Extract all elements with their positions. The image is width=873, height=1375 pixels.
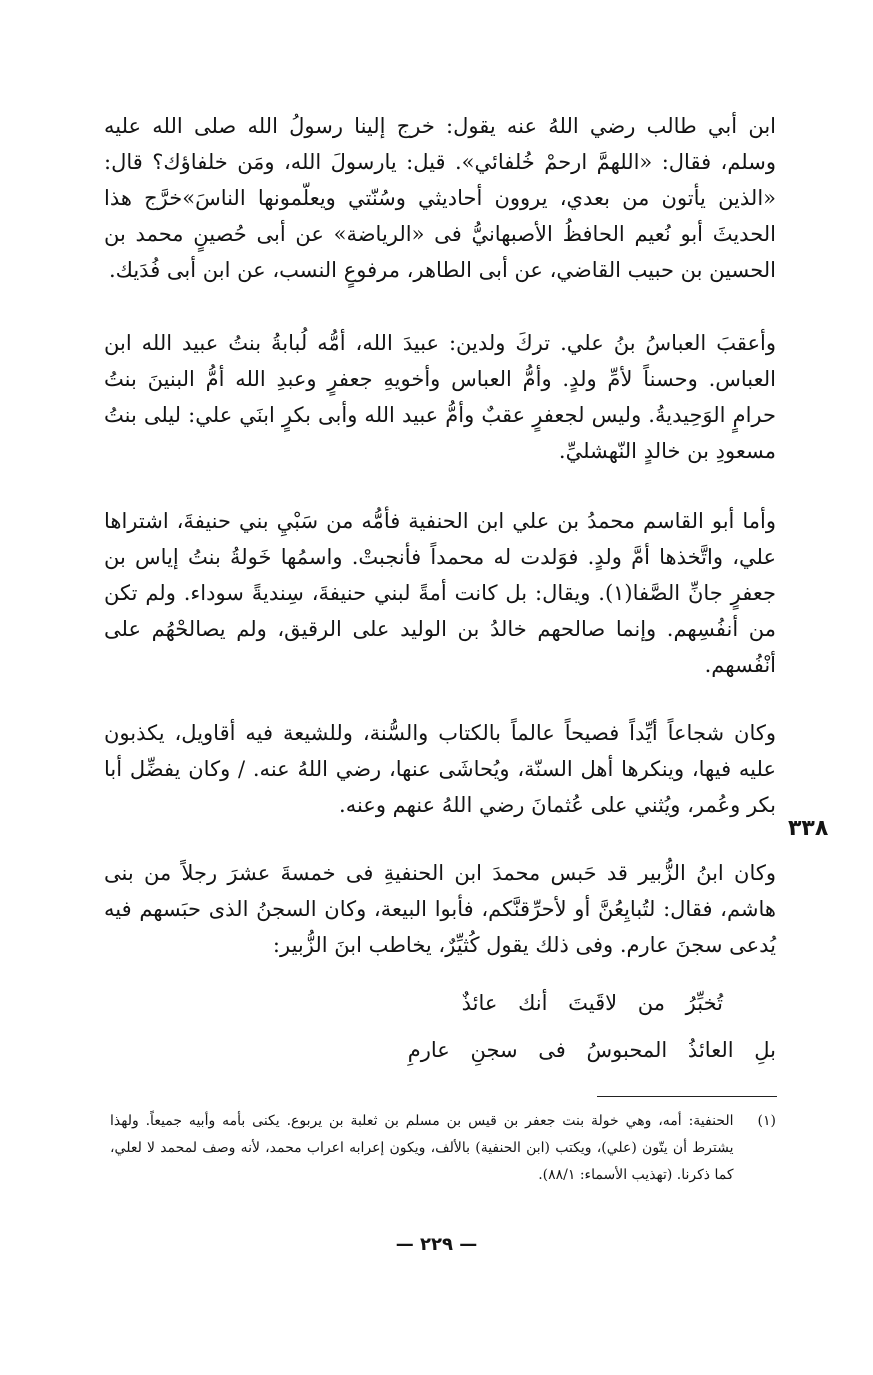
footnote-number: (١)	[757, 1113, 776, 1129]
page-number: — ٢٢٩ —	[395, 1234, 478, 1255]
paragraph-ibn-al-zubayr: وكان ابنُ الزُّبير قد حَبس محمدَ ابن الحنفيةِ فى خمسةَ عشرَ رجلاً من بنى هاشم، فقال: لتُبايِعُنَّ أو لأحرِّقنَّكم، فأبوا البيعة، وكان السجنُ الذى حبَسهم فيه يُدعى سجنَ عارم. وفى ذلك يقول كُثيِّرٌ، يخاطب ابنَ الزُّبير:	[104, 861, 776, 957]
paragraph-abbas-ibn-ali: وأعقبَ العباسُ بنُ علي. تركَ ولدين: عبيدَ الله، أمُّه لُبابةُ بنتُ عبيد الله ابن العباس. وحسناً لأمِّ ولدٍ. وأمُّ العباس وأخويهِ جعفرٍ وعبدِ الله أمُّ البنينَ بنتُ حرامٍ الوَحِيديةُ. وليس لجعفرٍ عقبٌ وأمُّ عبيد الله وأبى بكرٍ ابنَي علي: ليلى بنتُ مسعودِ بن خالدٍ النّهشليِّ.	[104, 331, 776, 463]
margin-reference-number: ٣٣٨	[788, 816, 829, 841]
paragraph-hadith: ابن أبي طالب رضي اللهُ عنه يقول: خرج إلينا رسولُ الله صلى الله عليه وسلم، فقال: «اللهمَّ ارحمْ خُلفائي». قيل: يارسولَ الله، ومَن خلفاؤك؟ قال: «الذين يأتون من بعدي، يروون أحاديثي وسُنّتي ويعلّمونها الناسَ»خرَّج هذا الحديثَ أبو نُعيم الحافظُ الأصبهانيُّ فى «الرياضة» عن أبى حُصينٍ محمد بن الحسين بن حبيب القاضي، عن أبى الطاهر، مرفوعٍ النسب، عن ابن أبى فُدَيك.	[104, 114, 776, 282]
paragraph-character: وكان شجاعاً أيِّداً فصيحاً عالماً بالكتاب والسُّنة، وللشيعة فيه أقاويل، يكذبون عليه فيها، وينكرها أهل السنّة، ويُحاشَى عنها، رضي اللهُ عنه. / وكان يفضِّل أبا بكر وعُمر، ويُثني على عُثمانَ رضي اللهُ عنهم وعنه.	[104, 721, 776, 817]
footnote-separator	[597, 1096, 777, 1097]
poem-verse-first-hemistich: تُخبِّرُ من لاقَيتَ أنك عائذٌ	[461, 991, 723, 1015]
footnote	[110, 1108, 776, 1189]
paragraph-muhammad-ibn-al-hanafiyya: وأما أبو القاسم محمدُ بن علي ابن الحنفية فأمُّه من سَبْيِ بني حنيفةَ، اشتراها علي، واتَّخذها أمَّ ولدٍ. فوَلدت له محمداً فأنجبتْ. واسمُها خَولةُ بنتُ إياس بن جعفرٍ جانِّ الصَّفا(١). ويقال: بل كانت أمةً لبني حنيفةَ، سِنديةً سوداء. ولم تكن من أنفُسِهم. وإنما صالحهم خالدُ بن الوليد على الرقيق، ولم يصالحْهُم على أنْفُسهم.	[104, 509, 776, 677]
footnote-text: الحنفية: أمه، وهي خولة بنت جعفر بن قيس بن مسلم بن ثعلبة بن يربوع. يكنى بأمه وأبيه جميعاً. ولهذا يشترط أن يتّون (علي)، ويكتب (ابن الحنفية) بالألف، ويكون إعرابه اعراب محمد، لأنه وصف لمحمد لا لعلي، كما ذكرنا. (تهذيب الأسماء: ٨٨/١).	[110, 1113, 734, 1183]
poem-verse-second-hemistich: بلِ العائذُ المحبوسُ فى سجنِ عارمِ	[407, 1038, 776, 1062]
